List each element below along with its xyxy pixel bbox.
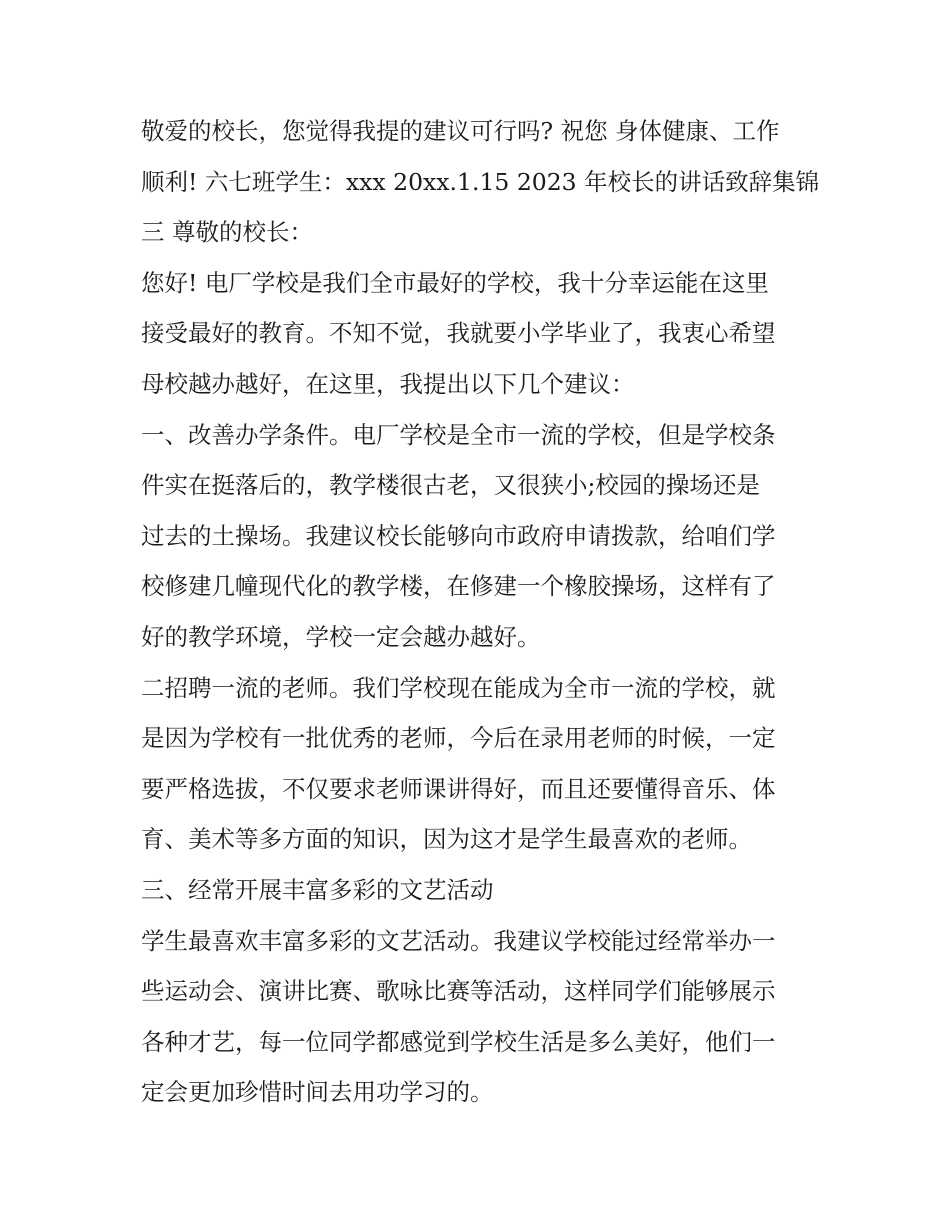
text-line: 好的教学环境，学校一定会越办越好。: [141, 622, 541, 651]
text-line: 您好! 电厂学校是我们全市最好的学校，我十分幸运能在这里: [141, 268, 769, 297]
text-line: 些运动会、演讲比赛、歌咏比赛等活动，这样同学们能够展示: [141, 977, 776, 1006]
text-line: 接受最好的教育。不知不觉，我就要小学毕业了，我衷心希望: [141, 319, 776, 348]
text-line: 育、美术等多方面的知识，因为这才是学生最喜欢的老师。: [141, 825, 752, 854]
text-line: 要严格选拔，不仅要求老师课讲得好，而且还要懂得音乐、体: [141, 774, 776, 803]
text-line: 三、经常开展丰富多彩的文艺活动: [141, 875, 494, 904]
text-line: 件实在挺落后的，教学楼很古老，又很狭小;校园的操场还是: [141, 471, 760, 500]
text-line: 顺利! 六七班学生：xxx 20xx.1.15 2023 年校长的讲话致辞集锦: [141, 167, 820, 196]
text-line: 敬爱的校长，您觉得我提的建议可行吗? 祝您 身体健康、工作: [141, 117, 780, 145]
text-line: 各种才艺，每一位同学都感觉到学校生活是多么美好，他们一: [141, 1027, 776, 1056]
text-line: 校修建几幢现代化的教学楼，在修建一个橡胶操场，这样有了: [141, 572, 776, 601]
text-line: 过去的土操场。我建议校长能够向市政府申请拨款，给咱们学: [141, 521, 776, 550]
text-line: 二招聘一流的老师。我们学校现在能成为全市一流的学校，就: [141, 673, 776, 702]
text-line: 定会更加珍惜时间去用功学习的。: [141, 1078, 494, 1107]
document-body: [141, 106, 821, 1118]
text-line: 是因为学校有一批优秀的老师，今后在录用老师的时候，一定: [141, 724, 776, 753]
text-line: 三 尊敬的校长：: [141, 218, 313, 247]
text-line: 学生最喜欢丰富多彩的文艺活动。我建议学校能过经常举办一: [141, 926, 776, 955]
text-line: 母校越办越好，在这里，我提出以下几个建议：: [141, 369, 635, 398]
text-line: 一、改善办学条件。电厂学校是全市一流的学校，但是学校条: [141, 420, 776, 449]
